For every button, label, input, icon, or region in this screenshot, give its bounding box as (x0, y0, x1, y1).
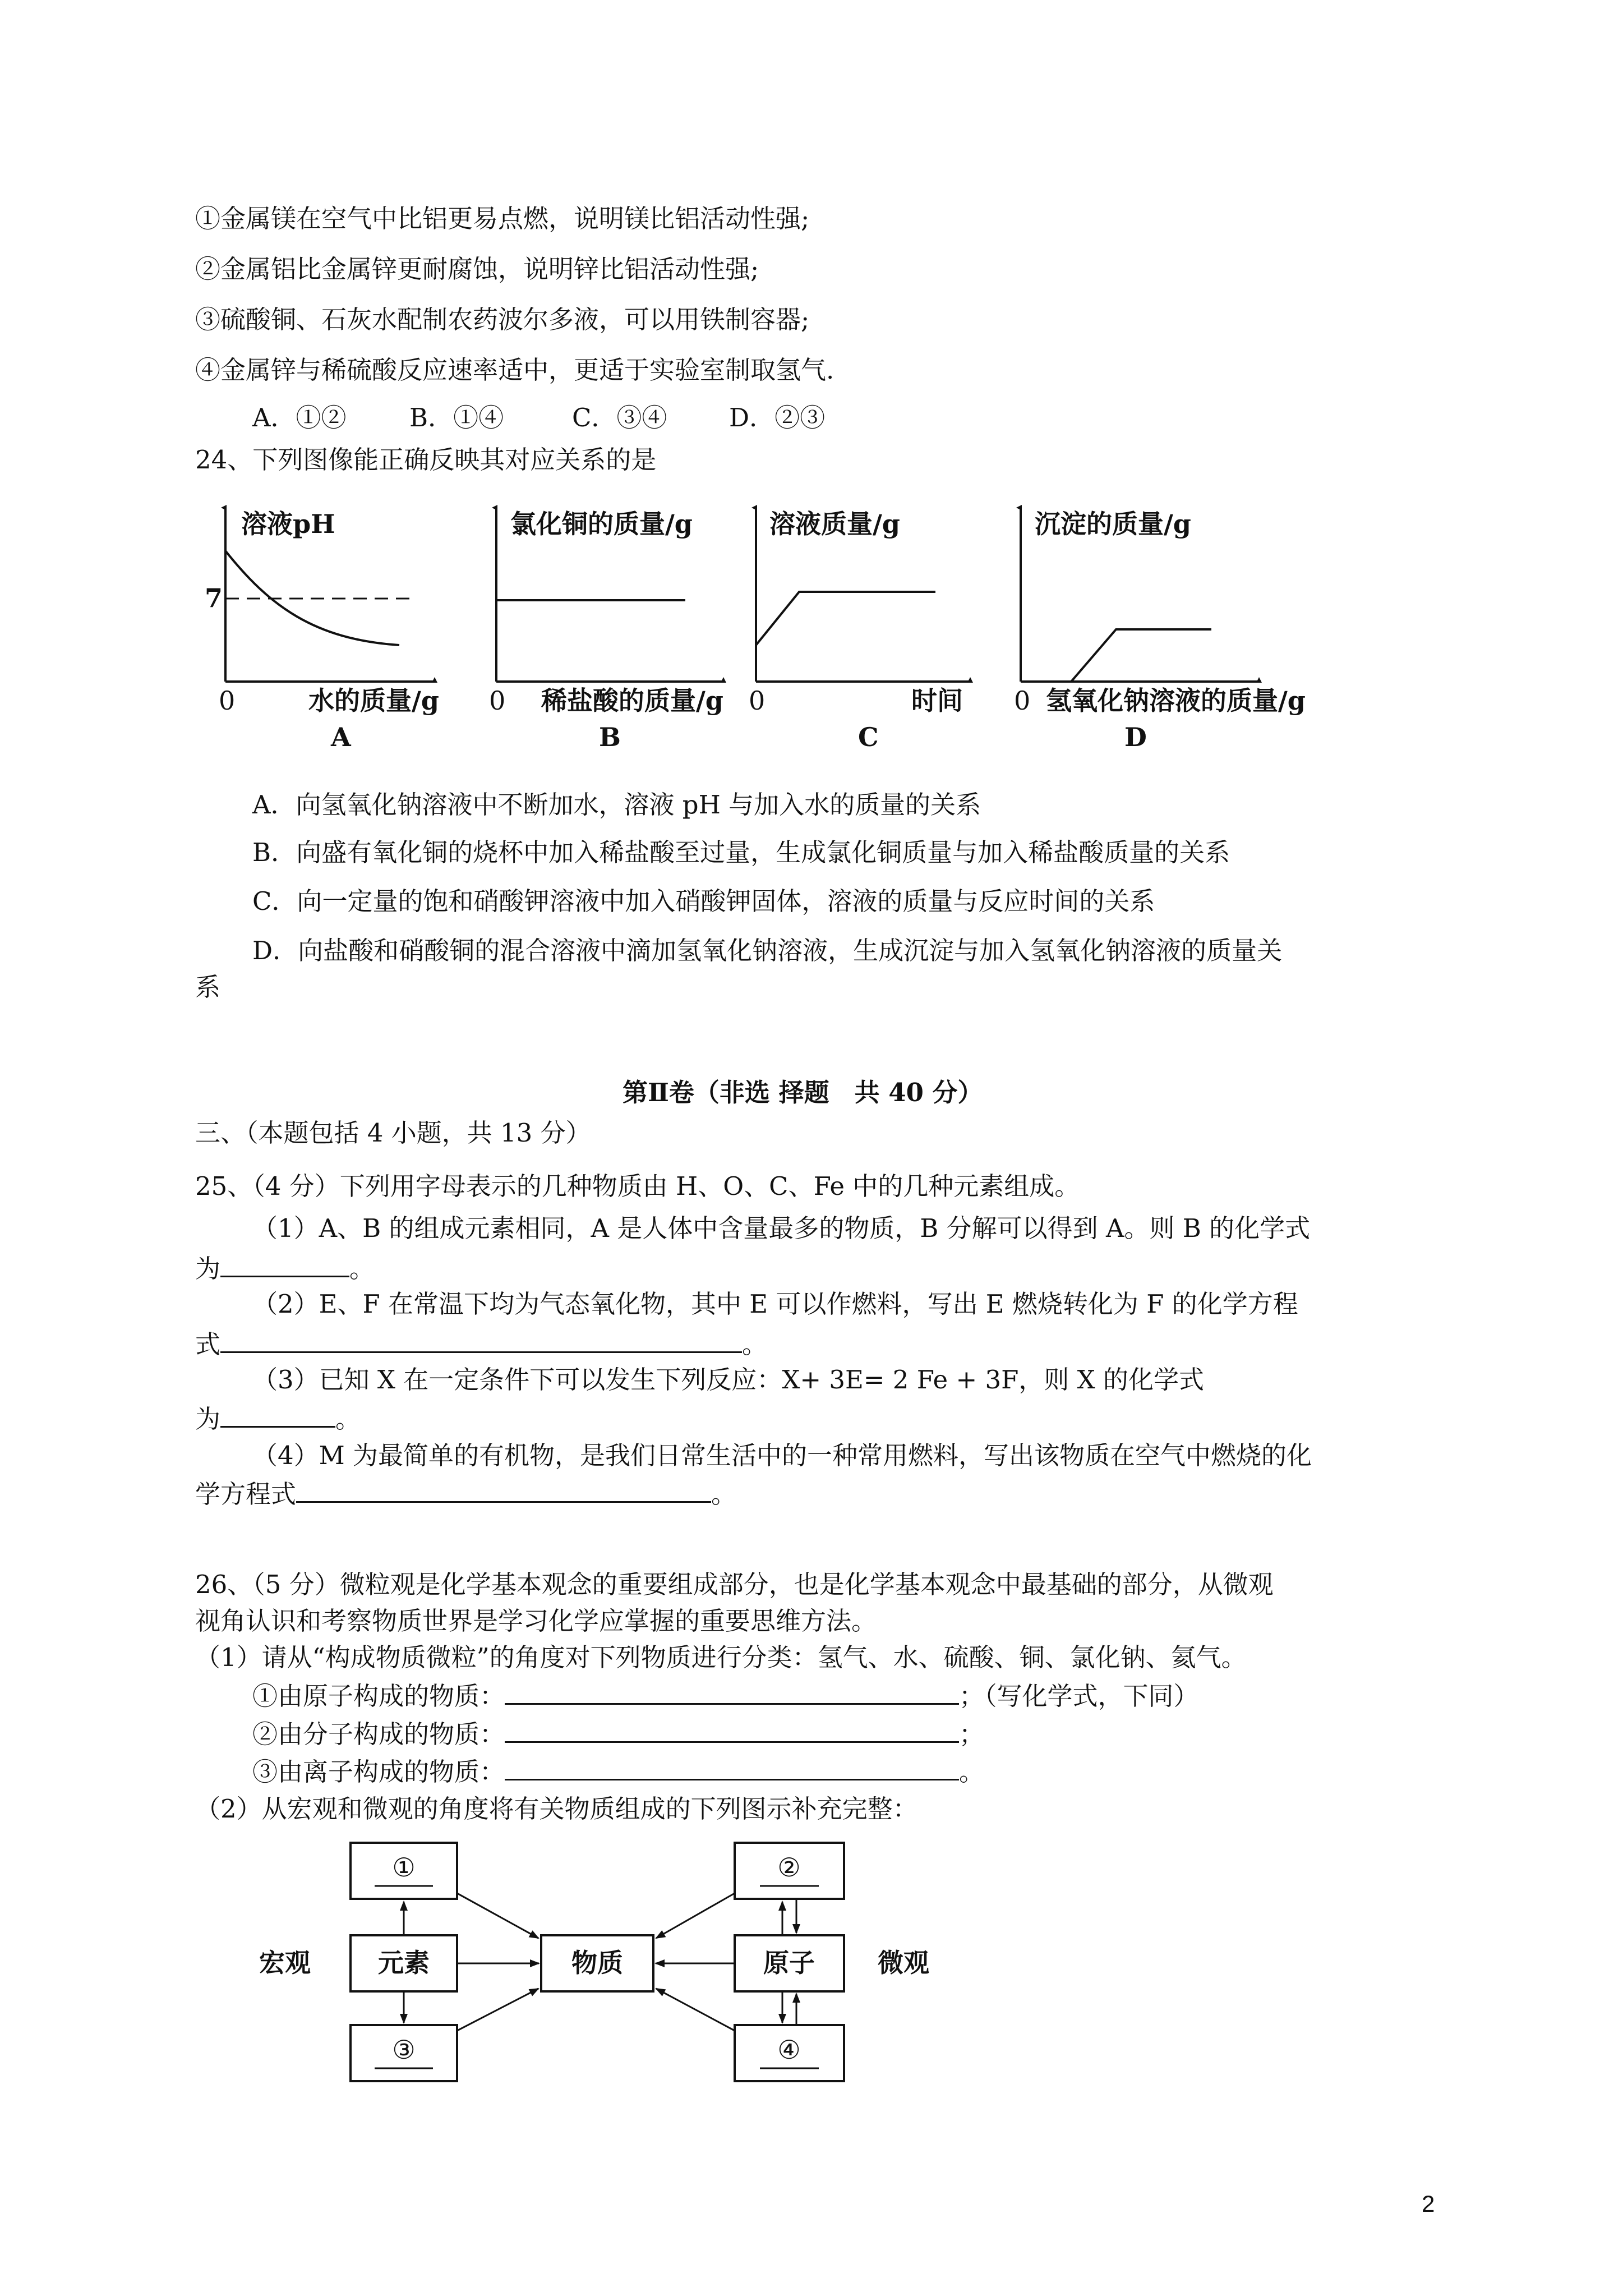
q26-item3 (252, 1754, 984, 1789)
q26-part1: （1）请从“构成物质微粒”的角度对下列物质进行分类：氢气、水、硫酸、铜、氯化钠、氦气。 (195, 1642, 1247, 1672)
q23-option-d[interactable]: D．②③ (729, 403, 826, 432)
q23-statement-2: ②金属铝比金属锌更耐腐蚀，说明锌比铝活动性强; (195, 254, 759, 284)
part2-title: 第Ⅱ卷（非选 择题 共 40 分） (623, 1078, 983, 1107)
diagram-label-element: 元素 (378, 1948, 430, 1978)
graph-b-xlabel: 稀盐酸的质量/g (541, 685, 723, 716)
graph-b-origin: 0 (489, 685, 506, 716)
q26-item1-tail: ；（写化学式，下同） (959, 1681, 1199, 1711)
graph-d-ylabel: 沉淀的质量/g (1035, 509, 1191, 539)
q25-part3-prefix: 为 (195, 1404, 221, 1434)
graph-a-letter: A (331, 722, 351, 752)
q25-answer-blank-3[interactable] (220, 1401, 335, 1428)
q23-statement-4: ④金属锌与稀硫酸反应速率适中，更适于实验室制取氢气. (195, 355, 834, 385)
q25-part4: （4）M 为最简单的有机物，是我们日常生活中的一种常用燃料，写出该物质在空气中燃烧的化 (252, 1441, 1312, 1470)
q25-answer-blank-1[interactable] (220, 1251, 349, 1277)
graph-c-origin: 0 (749, 685, 766, 716)
graph-d-origin: 0 (1014, 685, 1031, 716)
q25-answer-blank-4[interactable] (296, 1476, 711, 1503)
graph-a-xlabel: 水的质量/g (308, 685, 439, 716)
graph-c-ylabel: 溶液质量/g (769, 509, 900, 539)
q25-part2: （2）E、F 在常温下均为气态氧化物，其中 E 可以作燃料，写出 E 燃烧转化为 F 的化学方程 (252, 1289, 1298, 1319)
q25-stem: 25、（4 分）下列用字母表示的几种物质由 H、O、C、Fe 中的几种元素组成。 (195, 1171, 1080, 1201)
q26-diagram (0, 1818, 1623, 2120)
diagram-label-3: ③ (392, 2035, 416, 2065)
q23-option-a[interactable]: A．①② (252, 403, 347, 432)
q25-part1-end: 。 (349, 1254, 375, 1283)
graph-b (489, 508, 723, 752)
diagram-macro-label: 宏观 (259, 1948, 311, 1978)
q26-stem: 26、（5 分）微粒观是化学基本观念的重要组成部分，也是化学基本观念中最基础的部分，从微观 (195, 1570, 1274, 1599)
q23-statement-3: ③硫酸铜、石灰水配制农药波尔多液，可以用铁制容器; (195, 305, 810, 334)
q25-part4-end: 。 (711, 1479, 737, 1509)
graph-c-line (756, 592, 935, 645)
q26-item1 (252, 1678, 1199, 1713)
q23-option-c[interactable]: C．③④ (572, 403, 667, 432)
q25-part4-prefix: 学方程式 (195, 1479, 297, 1509)
q26-item2 (252, 1717, 984, 1751)
q26-item3-label: ③由离子构成的物质： (252, 1757, 505, 1787)
graph-c-letter: C (858, 722, 879, 752)
q26-item3-tail: 。 (959, 1757, 985, 1787)
graph-d-letter: D (1124, 722, 1147, 752)
q24-option-b[interactable]: B．向盛有氧化铜的烧杯中加入稀盐酸至过量，生成氯化铜质量与加入稀盐酸质量的关系 (252, 838, 1230, 867)
q23-statement-1: ①金属镁在空气中比铝更易点燃，说明镁比铝活动性强; (195, 204, 810, 233)
q26-answer-blank-1[interactable] (505, 1678, 959, 1705)
q25-part3: （3）已知 X 在一定条件下可以发生下列反应：X+ 3E= 2 Fe + 3F，则 X 的化学式 (252, 1365, 1204, 1395)
section3-heading: 三、（本题包括 4 小题，共 13 分） (195, 1118, 591, 1148)
graph-a-ref-label: 7 (205, 583, 223, 613)
q25-part3-end: 。 (335, 1404, 361, 1434)
q25-part1-answer-line (195, 1251, 375, 1286)
q25-part3-answer-line (195, 1401, 361, 1436)
q24-graphs (0, 494, 1623, 774)
q24-option-d[interactable]: D．向盐酸和硝酸铜的混合溶液中滴加氢氧化钠溶液，生成沉淀与加入氢氧化钠溶液的质量关 (252, 936, 1283, 965)
q25-part1: （1）A、B 的组成元素相同，A 是人体中含量最多的物质，B 分解可以得到 A。则 B 的化学式 (252, 1213, 1311, 1243)
diagram-label-2: ② (777, 1852, 801, 1883)
graph-c-xlabel: 时间 (911, 685, 963, 716)
q26-part2: （2）从宏观和微观的角度将有关物质组成的下列图示补充完整： (195, 1794, 918, 1824)
q24-option-a[interactable]: A．向氢氧化钠溶液中不断加水，溶液 pH 与加入水的质量的关系 (252, 790, 981, 820)
q25-part2-prefix: 式 (195, 1329, 221, 1359)
q25-part4-answer-line (195, 1476, 736, 1511)
q25-part2-end: 。 (742, 1329, 768, 1359)
diagram-label-atom: 原子 (763, 1948, 815, 1978)
graph-d-line (1021, 629, 1211, 682)
q26-answer-blank-2[interactable] (505, 1717, 959, 1743)
diagram-label-substance: 物质 (571, 1948, 623, 1978)
q26-item1-label: ①由原子构成的物质： (252, 1681, 505, 1711)
q25-part2-answer-line (195, 1327, 767, 1361)
q24-option-c[interactable]: C．向一定量的饱和硝酸钾溶液中加入硝酸钾固体，溶液的质量与反应时间的关系 (252, 886, 1155, 916)
page-number: 2 (1422, 2191, 1435, 2217)
graph-a-origin: 0 (219, 685, 236, 716)
graph-b-ylabel: 氯化铜的质量/g (510, 509, 693, 539)
q23-option-b[interactable]: B．①④ (409, 403, 504, 432)
q25-answer-blank-2[interactable] (220, 1327, 742, 1353)
graph-c (749, 508, 970, 752)
graph-d-xlabel: 氢氧化钠溶液的质量/g (1046, 685, 1306, 716)
diagram-label-1: ① (392, 1852, 416, 1883)
q26-item2-label: ②由分子构成的物质： (252, 1719, 505, 1749)
graph-a-ylabel: 溶液pH (241, 509, 335, 539)
graph-b-letter: B (599, 722, 621, 752)
graph-a (205, 508, 439, 752)
diagram-label-4: ④ (777, 2035, 801, 2065)
q24-option-d-continued: 系 (195, 972, 221, 1002)
q26-answer-blank-3[interactable] (505, 1754, 959, 1780)
q26-stem-continued: 视角认识和考察物质世界是学习化学应掌握的重要思维方法。 (195, 1606, 877, 1636)
q25-part1-prefix: 为 (195, 1254, 221, 1283)
diagram-micro-label: 微观 (878, 1948, 929, 1978)
q24-stem: 24、下列图像能正确反映其对应关系的是 (195, 445, 657, 475)
graph-d (1014, 508, 1306, 752)
q26-item2-tail: ； (959, 1719, 985, 1749)
